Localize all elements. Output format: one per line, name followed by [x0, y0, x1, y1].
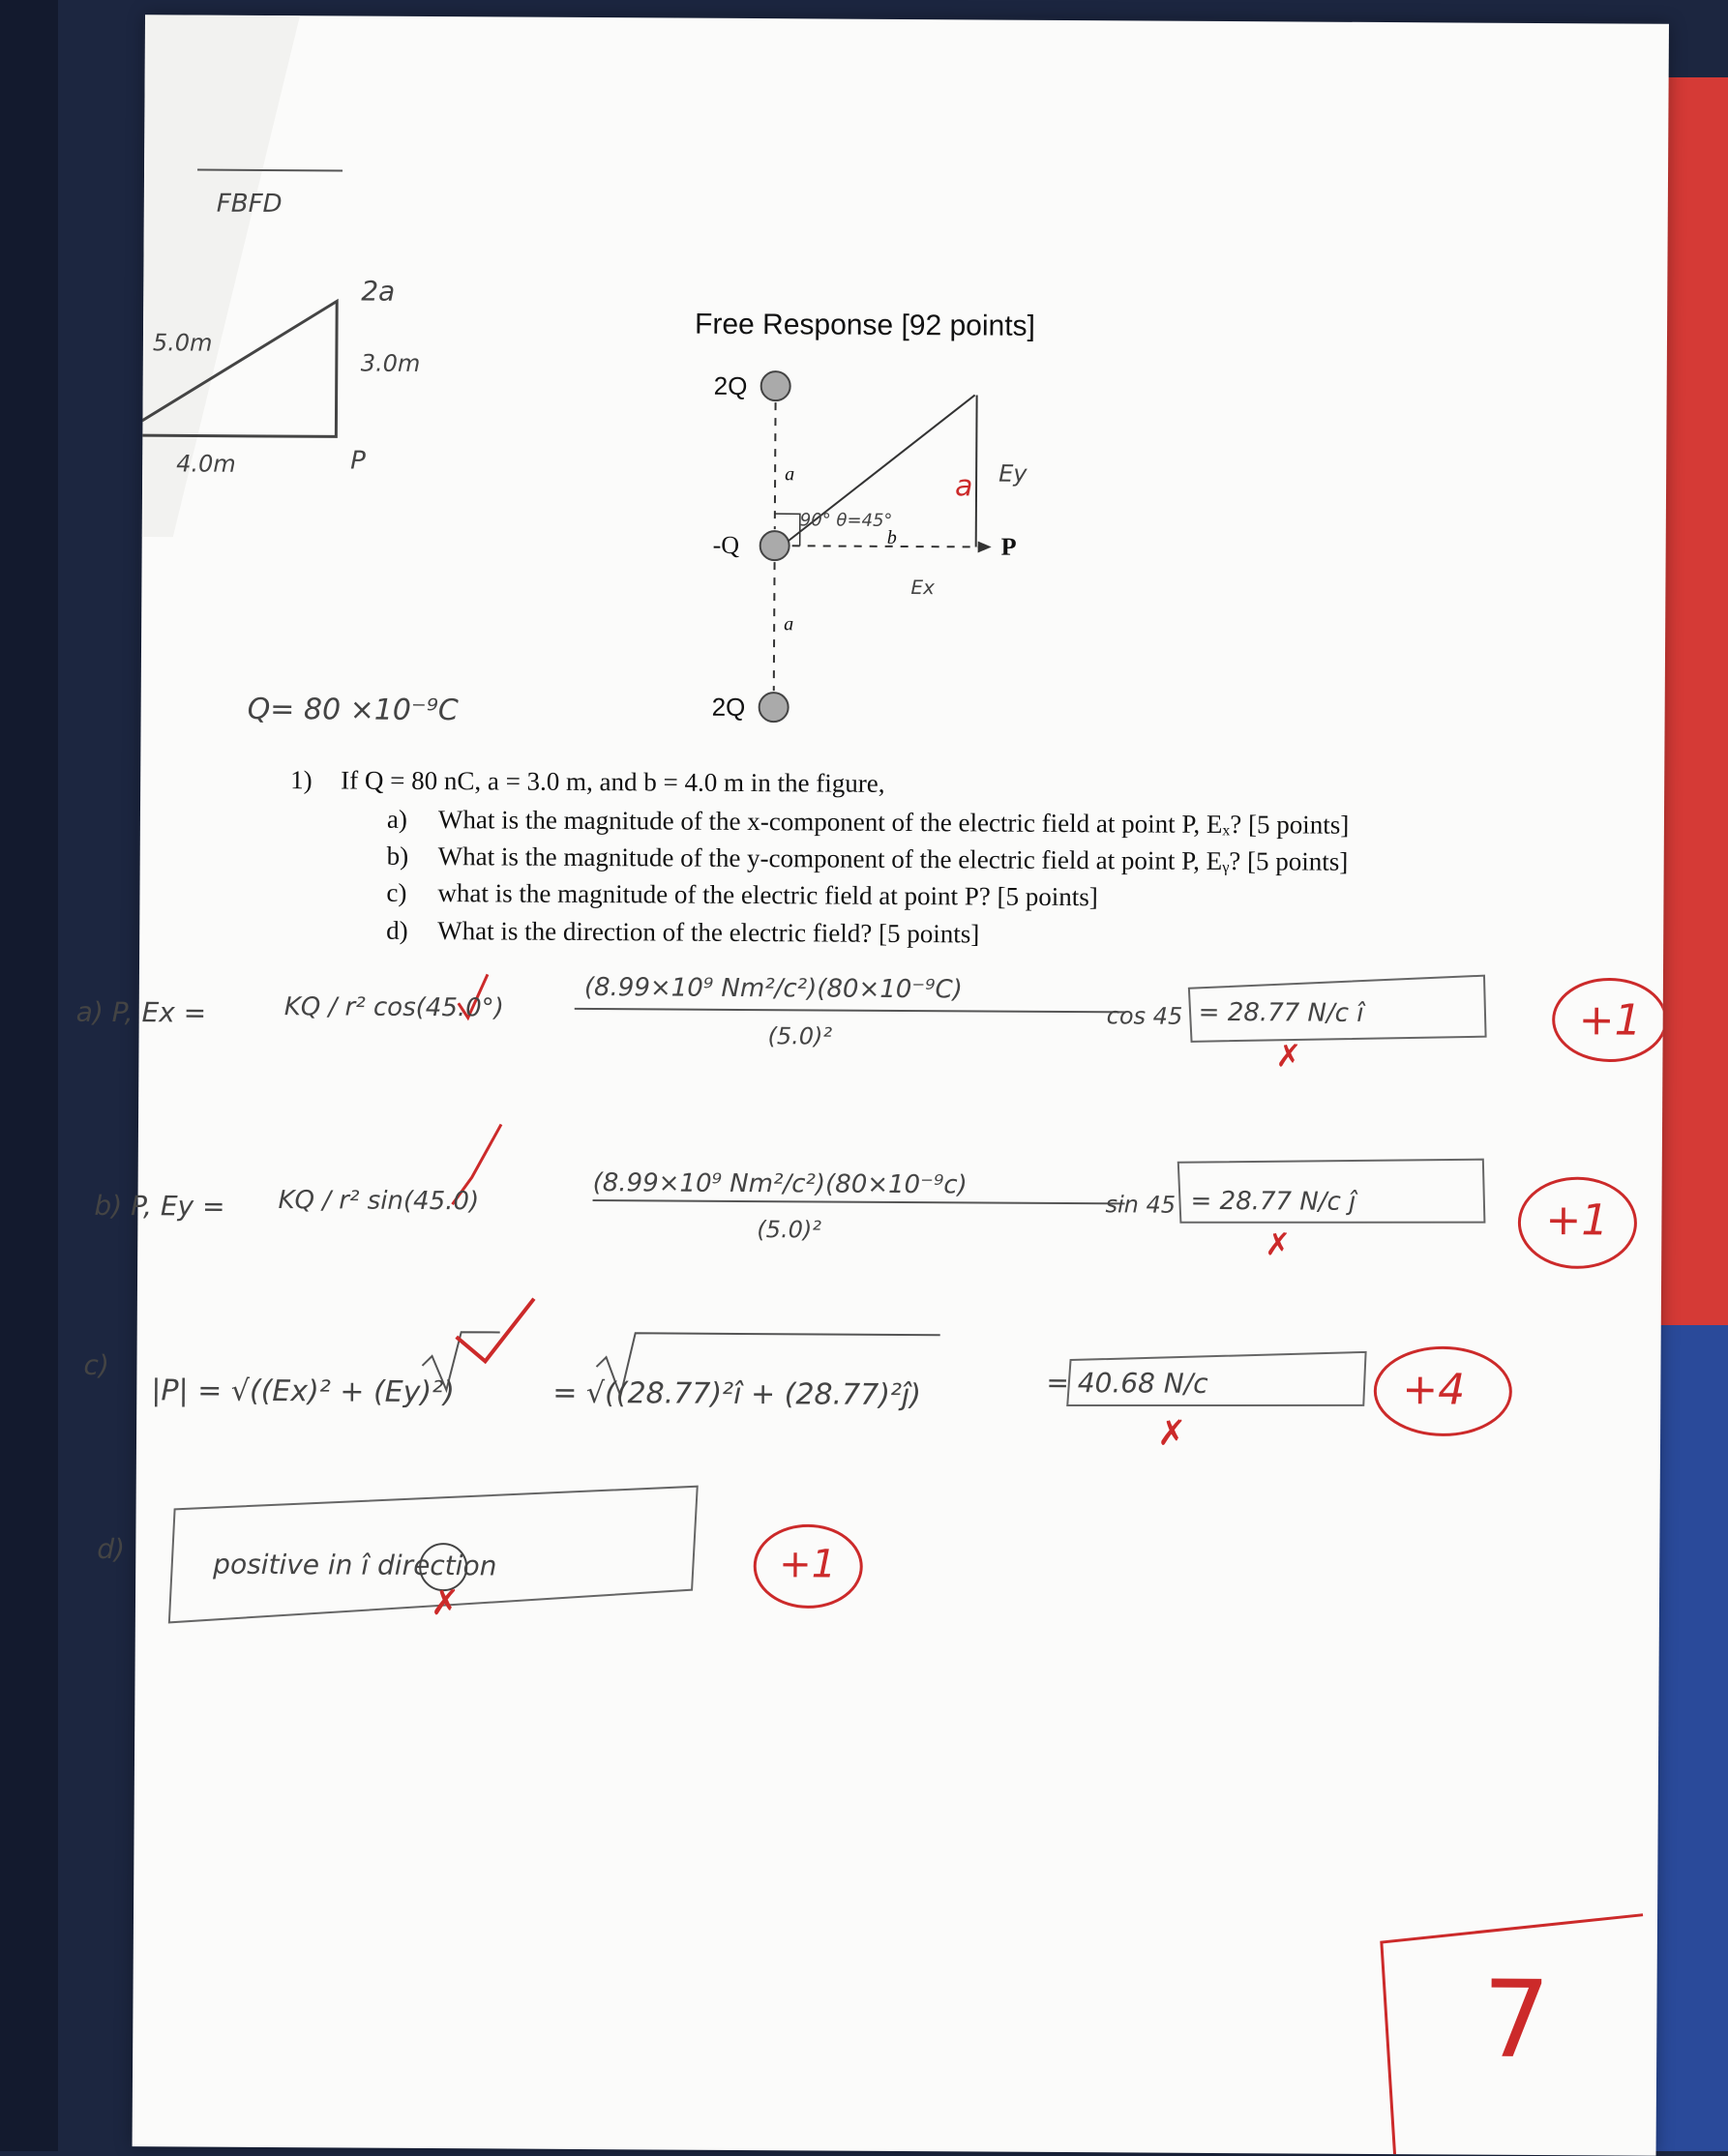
fbd-hypotenuse: 5.0m	[152, 329, 213, 357]
answer-a-cross: ✗	[1275, 1037, 1302, 1075]
answer-a-label: a) P, Ex =	[75, 995, 207, 1029]
b-label: b	[886, 526, 897, 548]
a-bottom-label: a	[784, 613, 794, 635]
answer-c-score: +4	[1402, 1365, 1466, 1415]
angle-label: 90° θ=45°	[799, 510, 893, 531]
answer-b-score: +1	[1545, 1196, 1609, 1246]
bottom-charge-label: 2Q	[711, 692, 746, 722]
answer-b-formula: KQ / r² sin(45.0)	[278, 1186, 480, 1217]
answer-a-trig: cos 45	[1106, 1002, 1183, 1030]
mid-charge-label: -Q	[712, 530, 740, 559]
answer-d-text: positive in î direction	[213, 1548, 497, 1582]
charge-value-note: Q= 80 ×10⁻⁹C	[247, 692, 459, 728]
answer-c-label: c)	[83, 1348, 109, 1381]
answer-d-score: +1	[779, 1542, 837, 1587]
top-charge-label: 2Q	[713, 370, 748, 400]
answer-b-cross: ✗	[1265, 1226, 1292, 1263]
fbd-vertical: 3.0m	[360, 349, 421, 377]
answer-b-trig: sin 45	[1105, 1191, 1177, 1219]
a-top-label: a	[785, 463, 795, 486]
part-b-letter: b)	[386, 841, 409, 871]
part-a-letter: a)	[386, 804, 408, 834]
fbd-point: P	[350, 446, 366, 476]
question-number: 1)	[290, 765, 313, 795]
part-d-letter: d)	[386, 915, 408, 945]
answer-a-numerator: (8.99×10⁹ Nm²/c²)(80×10⁻⁹C)	[583, 972, 963, 1005]
answer-a-score: +1	[1578, 995, 1642, 1046]
part-a-text: What is the magnitude of the x-component of the electric field at point P, Eₓ? [5 points]	[437, 805, 1350, 840]
answer-c-formula: |P| = √((Ex)² + (Ey)²)	[151, 1373, 455, 1410]
question-stem: If Q = 80 nC, a = 3.0 m, and b = 4.0 m in the figure,	[341, 765, 885, 798]
answer-a-formula: KQ / r² cos(45.0°)	[283, 992, 504, 1023]
answer-b-label: b) P, Ey =	[94, 1189, 225, 1223]
answer-c-cross: ✗	[1156, 1413, 1187, 1454]
part-b-text: What is the magnitude of the y-component of the electric field at point P, Eᵧ? [5 points]	[437, 842, 1349, 876]
answer-b-denominator: (5.0)²	[757, 1216, 821, 1244]
total-score: 7	[1481, 1957, 1551, 2082]
answer-d-cross: ✗	[430, 1583, 461, 1624]
part-c-text: what is the magnitude of the electric field at point P? [5 points]	[437, 878, 1098, 912]
background-left	[0, 0, 58, 2151]
answer-a-denominator: (5.0)²	[767, 1022, 833, 1050]
answer-d-label: d)	[97, 1532, 126, 1566]
answer-c-substitution: = √((28.77)²î + (28.77)²ĵ)	[552, 1375, 922, 1413]
fbd-base: 4.0m	[176, 450, 236, 478]
ex-label: Ex	[910, 576, 935, 600]
answer-b-result: = 28.77 N/c ĵ	[1190, 1186, 1356, 1217]
point-p-label: P	[1000, 532, 1017, 561]
fbd-charge-label: 2a	[361, 275, 396, 308]
answer-c-result: = 40.68 N/c	[1046, 1366, 1208, 1400]
fbd-label: FBFD	[216, 189, 283, 220]
exam-sheet	[75, 15, 1669, 2156]
part-c-letter: c)	[386, 877, 407, 907]
answer-a-result: = 28.77 N/c î	[1198, 997, 1364, 1028]
answer-b-numerator: (8.99×10⁹ Nm²/c²)(80×10⁻⁹c)	[592, 1168, 968, 1200]
ey-label: Ey	[998, 459, 1028, 487]
page-title: Free Response [92 points]	[694, 308, 1036, 342]
part-d-text: What is the direction of the electric field? [5 points]	[437, 916, 980, 949]
a-handwritten-label: a	[954, 469, 973, 504]
